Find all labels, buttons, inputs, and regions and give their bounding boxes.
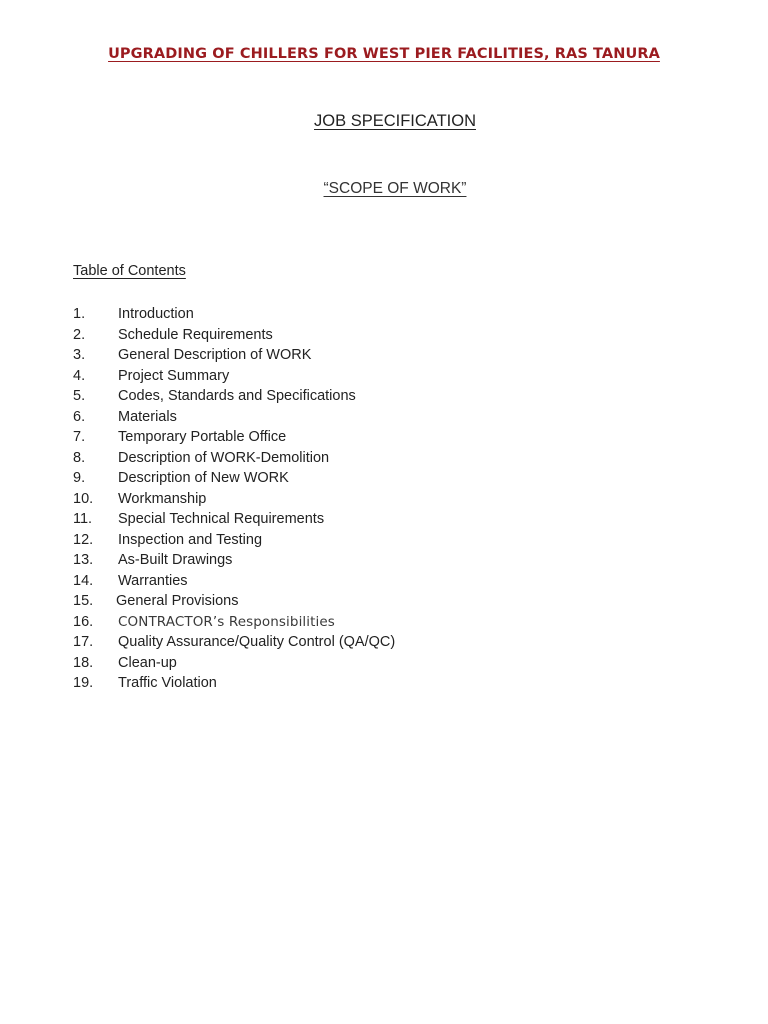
toc-item-label: As-Built Drawings: [118, 552, 233, 568]
toc-item-number: 12.: [73, 531, 94, 548]
toc-item-label: Project Summary: [118, 367, 230, 384]
document-title-text: UPGRADING OF CHILLERS FOR WEST PIER FACILITIES, RAS TANURA: [108, 46, 660, 62]
job-specification-text: JOB SPECIFICATION: [314, 112, 476, 130]
toc-item-label: Description of WORK-Demolition: [118, 449, 330, 466]
toc-item-6: [73, 407, 395, 428]
toc-list: [73, 304, 395, 694]
toc-item-2: [73, 325, 395, 346]
toc-item-number: 2.: [73, 326, 86, 343]
toc-item-number: 4.: [73, 367, 86, 384]
toc-item-label: Introduction: [118, 306, 194, 322]
toc-item-label: CONTRACTOR’s Responsibilities: [118, 613, 335, 630]
toc-item-number: 19.: [73, 675, 94, 691]
toc-item-label: Quality Assurance/Quality Control (QA/QC): [118, 634, 396, 650]
toc-item-number: 8.: [73, 449, 86, 466]
toc-item-number: 15.: [73, 593, 94, 609]
toc-item-label: Clean-up: [118, 654, 177, 671]
toc-item-17: [73, 632, 395, 653]
toc-item-label: Temporary Portable Office: [118, 429, 287, 445]
toc-item-label: Workmanship: [118, 490, 207, 507]
toc-item-9: [73, 468, 395, 489]
scope-of-work-text: “SCOPE OF WORK”: [323, 180, 467, 197]
toc-item-number: 18.: [73, 654, 94, 671]
toc-item-number: 9.: [73, 470, 86, 486]
toc-item-number: 11.: [73, 511, 93, 527]
toc-item-14: [73, 571, 395, 592]
toc-item-3: [73, 345, 395, 366]
toc-item-13: [73, 550, 395, 571]
toc-item-number: 7.: [73, 429, 86, 445]
toc-item-label: Inspection and Testing: [118, 531, 263, 548]
toc-item-15: [73, 591, 395, 612]
toc-item-label: General Description of WORK: [118, 347, 312, 363]
toc-item-number: 3.: [73, 347, 86, 363]
toc-item-12: [73, 530, 395, 551]
scope-of-work-heading: [0, 180, 768, 198]
toc-item-number: 1.: [73, 306, 86, 322]
toc-item-19: [73, 673, 395, 694]
toc-item-label: General Provisions: [116, 593, 239, 609]
toc-item-label: Schedule Requirements: [118, 326, 273, 343]
toc-heading: Table of Contents: [73, 263, 186, 279]
toc-item-label: Special Technical Requirements: [118, 511, 325, 527]
toc-item-4: [73, 366, 395, 387]
document-title: [0, 46, 768, 62]
job-specification-heading: [0, 112, 768, 131]
toc-item-7: [73, 427, 395, 448]
toc-item-8: [73, 448, 395, 469]
toc-item-number: 5.: [73, 388, 86, 404]
toc-item-1: [73, 304, 395, 325]
toc-item-label: Codes, Standards and Specifications: [118, 388, 356, 404]
toc-item-18: [73, 653, 395, 674]
toc-item-label: Traffic Violation: [118, 675, 217, 691]
toc-item-label: Materials: [118, 408, 177, 425]
toc-item-number: 10.: [73, 490, 94, 507]
toc-item-5: [73, 386, 395, 407]
toc-item-label: Warranties: [118, 572, 188, 589]
toc-item-10: [73, 489, 395, 510]
toc-item-label: Description of New WORK: [118, 470, 289, 486]
toc-item-11: [73, 509, 395, 530]
toc-item-number: 6.: [73, 408, 86, 425]
toc-item-number: 16.: [73, 613, 94, 630]
toc-item-number: 14.: [73, 572, 94, 589]
toc-item-number: 17.: [73, 634, 94, 650]
toc-item-number: 13.: [73, 552, 94, 568]
toc-item-16: [73, 612, 395, 633]
